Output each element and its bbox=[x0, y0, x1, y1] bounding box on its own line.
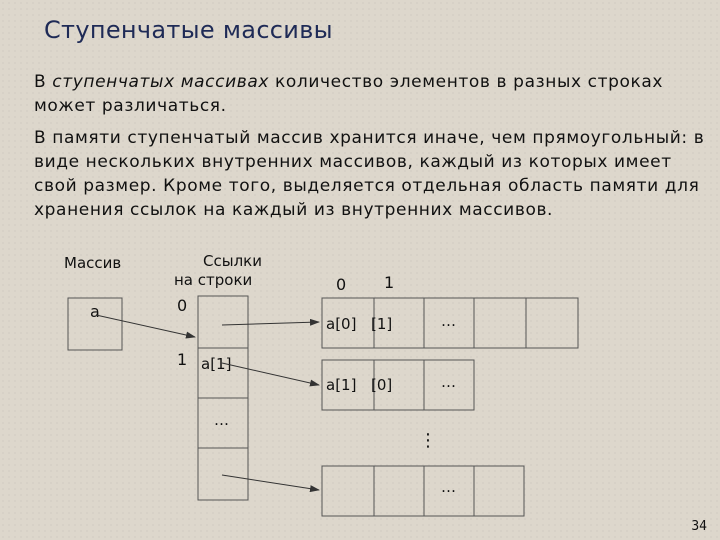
emphasis-term: ступенчатых массивах bbox=[52, 72, 270, 92]
page-number: 34 bbox=[691, 519, 707, 534]
paragraph1-before: В bbox=[34, 72, 53, 92]
col-index-1: 1 bbox=[384, 273, 395, 292]
ref-cell-1-label: a[1] bbox=[201, 355, 232, 373]
paragraph1-after: количество элементов в разных строках может различаться. bbox=[34, 72, 664, 116]
vertical-ellipsis: ⋮ bbox=[419, 430, 437, 451]
col-index-0: 0 bbox=[336, 275, 347, 294]
arrow-array-to-refs bbox=[96, 315, 195, 337]
ref-cell-3 bbox=[198, 448, 248, 500]
row1-cell-0: a[1] bbox=[326, 376, 357, 394]
arrow-ref0-to-row0 bbox=[222, 322, 319, 325]
inner-array-row-0 bbox=[322, 298, 578, 348]
arrow-ref3-to-last-row bbox=[222, 475, 319, 490]
arrow-ref1-to-row1 bbox=[222, 363, 319, 385]
refs-label-line2: на строки bbox=[174, 271, 253, 289]
array-label: Массив bbox=[64, 254, 122, 272]
inner-array-row-last bbox=[322, 466, 524, 516]
row0-cell-1: [1] bbox=[371, 315, 393, 333]
row0-cell-0: a[0] bbox=[326, 315, 357, 333]
slide-title: Ступенчатые массивы bbox=[44, 16, 333, 44]
array-variable-label: a bbox=[90, 302, 100, 321]
row1-cell-1: [0] bbox=[371, 376, 393, 394]
row-last-ellipsis: … bbox=[441, 478, 456, 496]
ref-cell-ellipsis: … bbox=[214, 411, 229, 429]
row1-cell-ellipsis: … bbox=[441, 373, 456, 391]
ref-cell-0 bbox=[198, 296, 248, 348]
refs-label-line1: Ссылки bbox=[203, 252, 262, 270]
ref-index-1: 1 bbox=[177, 350, 188, 369]
ref-index-0: 0 bbox=[177, 296, 188, 315]
inner-array-row-1 bbox=[322, 360, 474, 410]
row0-cell-ellipsis: … bbox=[441, 312, 456, 330]
paragraph-memory-layout: В памяти ступенчатый массив хранится иначе, чем прямоугольный: в виде нескольких внутренних массивов, каждый из которых имеет свой размер. Кроме того, выделяется отдельная область памяти для хранения ссылок на каждый из внутренних массивов. bbox=[34, 128, 705, 220]
